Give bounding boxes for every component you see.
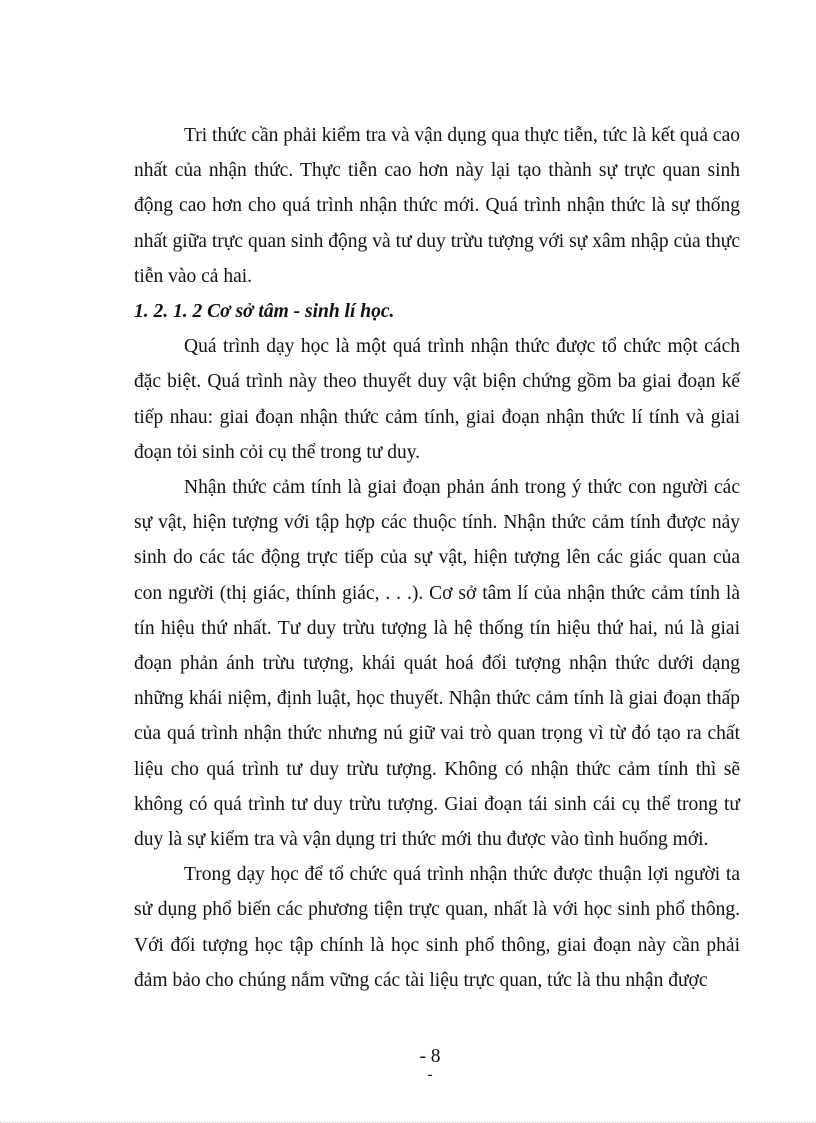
footer-dash: -: [427, 1066, 433, 1083]
page-number: - 8: [419, 1046, 441, 1067]
paragraph-3: Trong dạy học để tổ chức quá trình nhận thức được thuận lợi người ta sử dụng phổ biến các phương tiện trực quan, nhất là với học sinh phổ thông. Với đối tượng học tập chính là học sinh phổ thông, giai đoạn này cần phải đảm bảo cho chúng nắm vững các tài liệu trực quan, tức là thu nhận được: [134, 864, 740, 991]
page-body: [134, 118, 740, 998]
paragraph-1: Quá trình dạy học là một quá trình nhận thức được tổ chức một cách đặc biệt. Quá trình này theo thuyết duy vật biện chứng gồm ba giai đoạn kế tiếp nhau: giai đoạn nhận thức cảm tính, giai đoạn nhận thức lí tính và giai đoạn tỏi sinh cỏi cụ thể trong tư duy.: [134, 336, 740, 463]
section-heading: 1. 2. 1. 2 Cơ sở tâm - sinh lí học.: [134, 301, 395, 323]
paragraph-intro: Tri thức cần phải kiểm tra và vận dụng qua thực tiễn, tức là kết quả cao nhất của nhận thức. Thực tiễn cao hơn này lại tạo thành sự trực quan sinh động cao hơn cho quá trình nhận thức mới. Quá trình nhận thức là sự thống nhất giữa trực quan sinh động và tư duy trừu tượng với sự xâm nhập của thực tiễn vào cả hai.: [134, 125, 740, 287]
paragraph-2: Nhận thức cảm tính là giai đoạn phản ánh trong ý thức con người các sự vật, hiện tượng với tập hợp các thuộc tính. Nhận thức cảm tính được nảy sinh do các tác động trực tiếp của sự vật, hiện tượng lên các giác quan của con người (thị giác, thính giác, . . .). Cơ sở tâm lí của nhận thức cảm tính là tín hiệu thứ nhất. Tư duy trừu tượng là hệ thống tín hiệu thứ hai, nú là giai đoạn phản ánh trừu tượng, khái quát hoá đối tượng nhận thức dưới dạng những khái niệm, định luật, học thuyết. Nhận thức cảm tính là giai đoạn thấp của quá trình nhận thức nhưng nú giữ vai trò quan trọng vì từ đó tạo ra chất liệu cho quá trình tư duy trừu tượng. Không có nhận thức cảm tính thì sẽ không có quá trình tư duy trừu tượng. Giai đoạn tái sinh cái cụ thể trong tư duy là sự kiểm tra và vận dụng tri thức mới thu được vào tình huống mới.: [134, 477, 740, 851]
